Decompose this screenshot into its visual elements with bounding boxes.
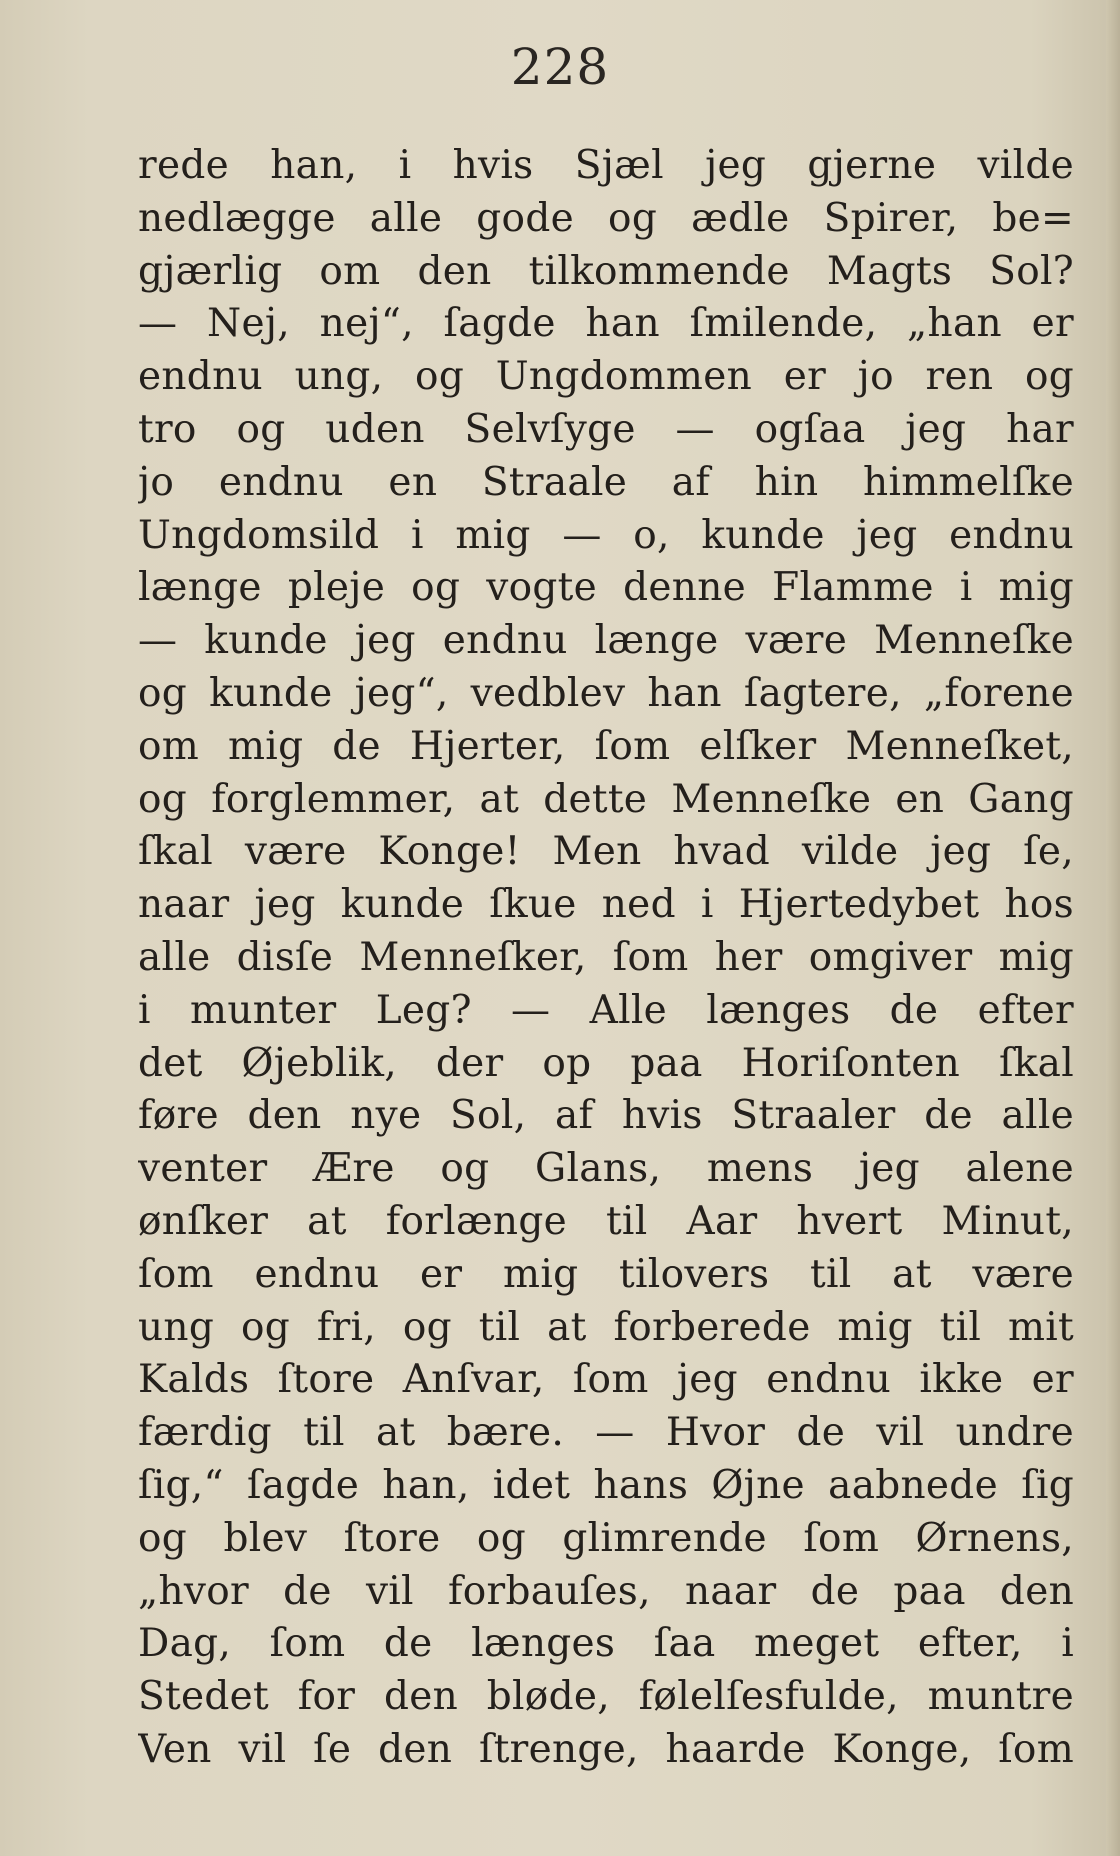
text-line: alle disſe Menneſker, ſom her omgiver mig [138,934,1074,980]
text-line: naar jeg kunde ſkue ned i Hjertedybet hos [138,882,1074,928]
text-line: og forglemmer, at dette Menneſke en Gang [138,776,1074,822]
text-line: nedlægge alle gode og ædle Spirer, be= [138,195,1074,241]
text-line: gjærlig om den tilkommende Magts Sol? [138,248,1074,294]
text-line: ſom endnu er mig tilovers til at være [138,1251,1074,1297]
text-line: i munter Leg? — Alle længes de efter [138,987,1074,1033]
text-line: længe pleje og vogte denne Flamme i mig [138,565,1074,611]
page-number: 228 [510,38,610,96]
text-line: Dag, ſom de længes ſaa meget efter, i [138,1621,1074,1667]
text-line: Kalds ſtore Anſvar, ſom jeg endnu ikke er [138,1357,1074,1403]
body-text [138,140,1074,1777]
text-line: jo endnu en Straale af hin himmelſke [138,459,1074,505]
text-line: „hvor de vil forbauſes, naar de paa den [138,1568,1074,1614]
page-edge [1106,0,1120,1856]
text-line: ſkal være Konge! Men hvad vilde jeg ſe, [138,829,1074,875]
text-line: — kunde jeg endnu længe være Menneſke [138,618,1074,664]
text-line: det Øjeblik, der op paa Horiſonten ſkal [138,1040,1074,1086]
text-line: — Nej, nej“, ſagde han ſmilende, „han er [138,301,1074,347]
text-line: tro og uden Selvſyge — ogſaa jeg har [138,406,1074,452]
text-line: ſig,“ ſagde han, idet hans Øjne aabnede ſig [138,1462,1074,1508]
text-line: om mig de Hjerter, ſom elſker Menneſket, [138,723,1074,769]
text-line: venter Ære og Glans, mens jeg alene [138,1146,1074,1192]
text-line: og kunde jeg“, vedblev han ſagtere, „forene [138,670,1074,716]
text-line: føre den nye Sol, af hvis Straaler de alle [138,1093,1074,1139]
text-line: og blev ſtore og glimrende ſom Ørnens, [138,1515,1074,1561]
text-line: ønſker at forlænge til Aar hvert Minut, [138,1198,1074,1244]
text-line: Stedet for den bløde, følelſesfulde, muntre [138,1674,1074,1720]
text-line: Ven vil ſe den ſtrenge, haarde Konge, ſom [138,1726,1074,1772]
text-line: ung og fri, og til at forberede mig til mit [138,1304,1074,1350]
text-line: Ungdomsild i mig — o, kunde jeg endnu [138,512,1074,558]
text-line: endnu ung, og Ungdommen er jo ren og [138,354,1074,400]
text-line: færdig til at bære. — Hvor de vil undre [138,1410,1074,1456]
text-line: rede han, i hvis Sjæl jeg gjerne vilde [138,143,1074,188]
